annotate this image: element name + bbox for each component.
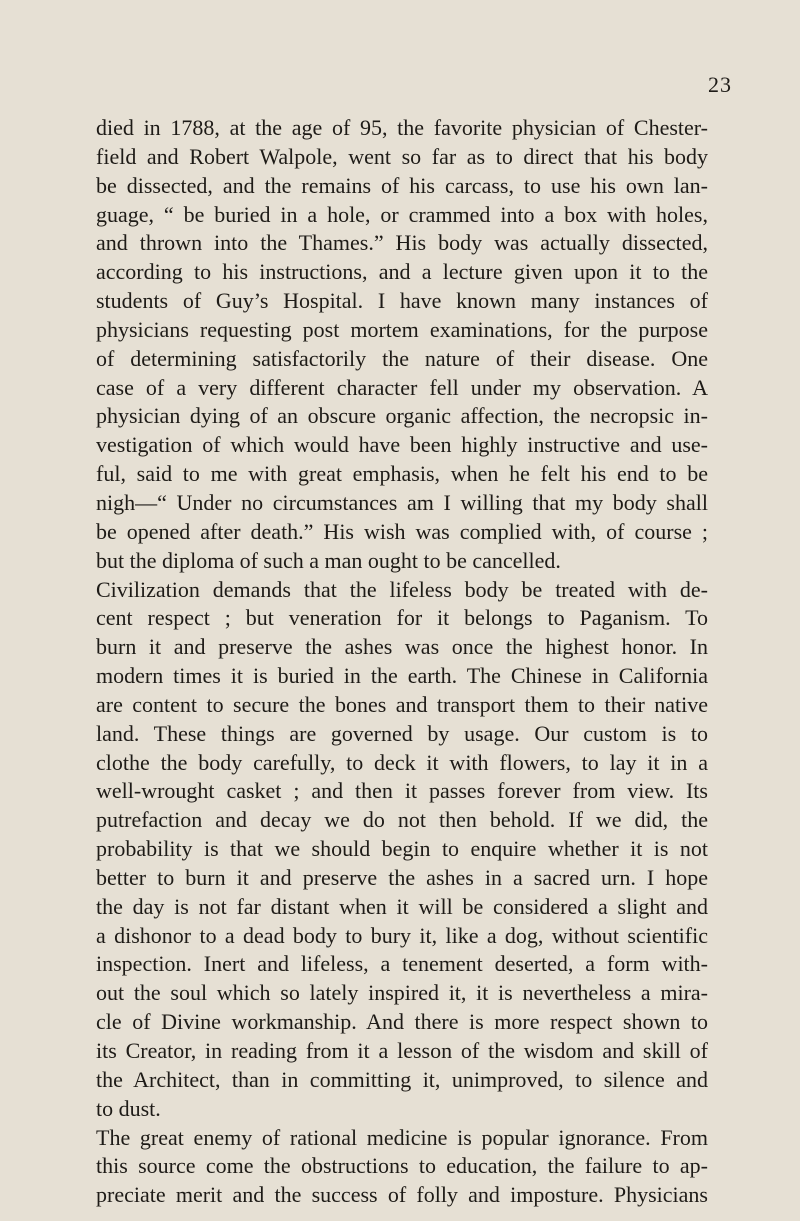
text-line: according to his instructions, and a lecture given upon it to the: [96, 259, 708, 285]
text-line: guage, “ be buried in a hole, or crammed into a box with holes,: [96, 201, 708, 227]
text-line: physician dying of an obscure organic affection, the necropsic in-: [96, 403, 708, 429]
text-line: ful, said to me with great emphasis, when he felt his end to be: [96, 461, 708, 487]
text-line: Civilization demands that the lifeless body be treated with de-: [96, 576, 708, 602]
text-line: out the soul which so lately inspired it, it is nevertheless a mira-: [96, 980, 708, 1006]
text-line: be opened after death.” His wish was complied with, of course ;: [96, 518, 708, 544]
text-line: a dishonor to a dead body to bury it, like a dog, without scientific: [96, 922, 708, 948]
text-line: well-wrought casket ; and then it passes forever from view. Its: [96, 778, 708, 804]
text-line: modern times it is buried in the earth. The Chinese in California: [96, 663, 708, 689]
text-line: its Creator, in reading from it a lesson of the wisdom and skill of: [96, 1038, 708, 1063]
text-line: better to burn it and preserve the ashes in a sacred urn. I hope: [96, 864, 708, 890]
text-line: students of Guy’s Hospital. I have known many instances of: [96, 288, 708, 314]
text-line: physicians requesting post mortem examinations, for the purpose: [96, 316, 708, 342]
text-line: cent respect ; but veneration for it belongs to Paganism. To: [96, 605, 708, 631]
text-line: be dissected, and the remains of his carcass, to use his own lan-: [96, 172, 708, 198]
text-line: putrefaction and decay we do not then behold. If we did, the: [96, 807, 708, 833]
page-number: 23: [708, 72, 732, 97]
text-line: field and Robert Walpole, went so far as to direct that his body: [96, 143, 708, 169]
text-line: inspection. Inert and lifeless, a tenement deserted, a form with-: [96, 951, 708, 977]
text-line: cle of Divine workmanship. And there is more respect shown to: [96, 1009, 708, 1035]
text-line: but the diploma of such a man ought to be cancelled.: [96, 547, 561, 573]
text-line: case of a very different character fell under my observation. A: [96, 374, 708, 400]
text-line: died in 1788, at the age of 95, the favorite physician of Chester-: [96, 115, 708, 140]
text-line: land. These things are governed by usage. Our custom is to: [96, 720, 708, 746]
text-line: preciate merit and the success of folly and imposture. Physicians: [96, 1182, 708, 1208]
body-text: [96, 114, 708, 1210]
text-line: to dust.: [96, 1095, 161, 1121]
text-line: the day is not far distant when it will be considered a slight and: [96, 893, 708, 919]
text-line: clothe the body carefully, to deck it with flowers, to lay it in a: [96, 749, 708, 775]
text-line: burn it and preserve the ashes was once the highest honor. In: [96, 634, 708, 660]
text-line: are content to secure the bones and transport them to their native: [96, 691, 708, 717]
text-line: probability is that we should begin to enquire whether it is not: [96, 836, 708, 862]
text-line: vestigation of which would have been highly instructive and use-: [96, 432, 708, 458]
text-line: The great enemy of rational medicine is popular ignorance. From: [96, 1124, 708, 1150]
text-line: this source come the obstructions to education, the failure to ap-: [96, 1153, 708, 1179]
text-line: and thrown into the Thames.” His body was actually dissected,: [96, 230, 708, 256]
text-line: of determining satisfactorily the nature of their disease. One: [96, 345, 708, 371]
text-line: the Architect, than in committing it, unimproved, to silence and: [96, 1066, 708, 1092]
text-line: nigh—“ Under no circumstances am I willing that my body shall: [96, 489, 708, 515]
